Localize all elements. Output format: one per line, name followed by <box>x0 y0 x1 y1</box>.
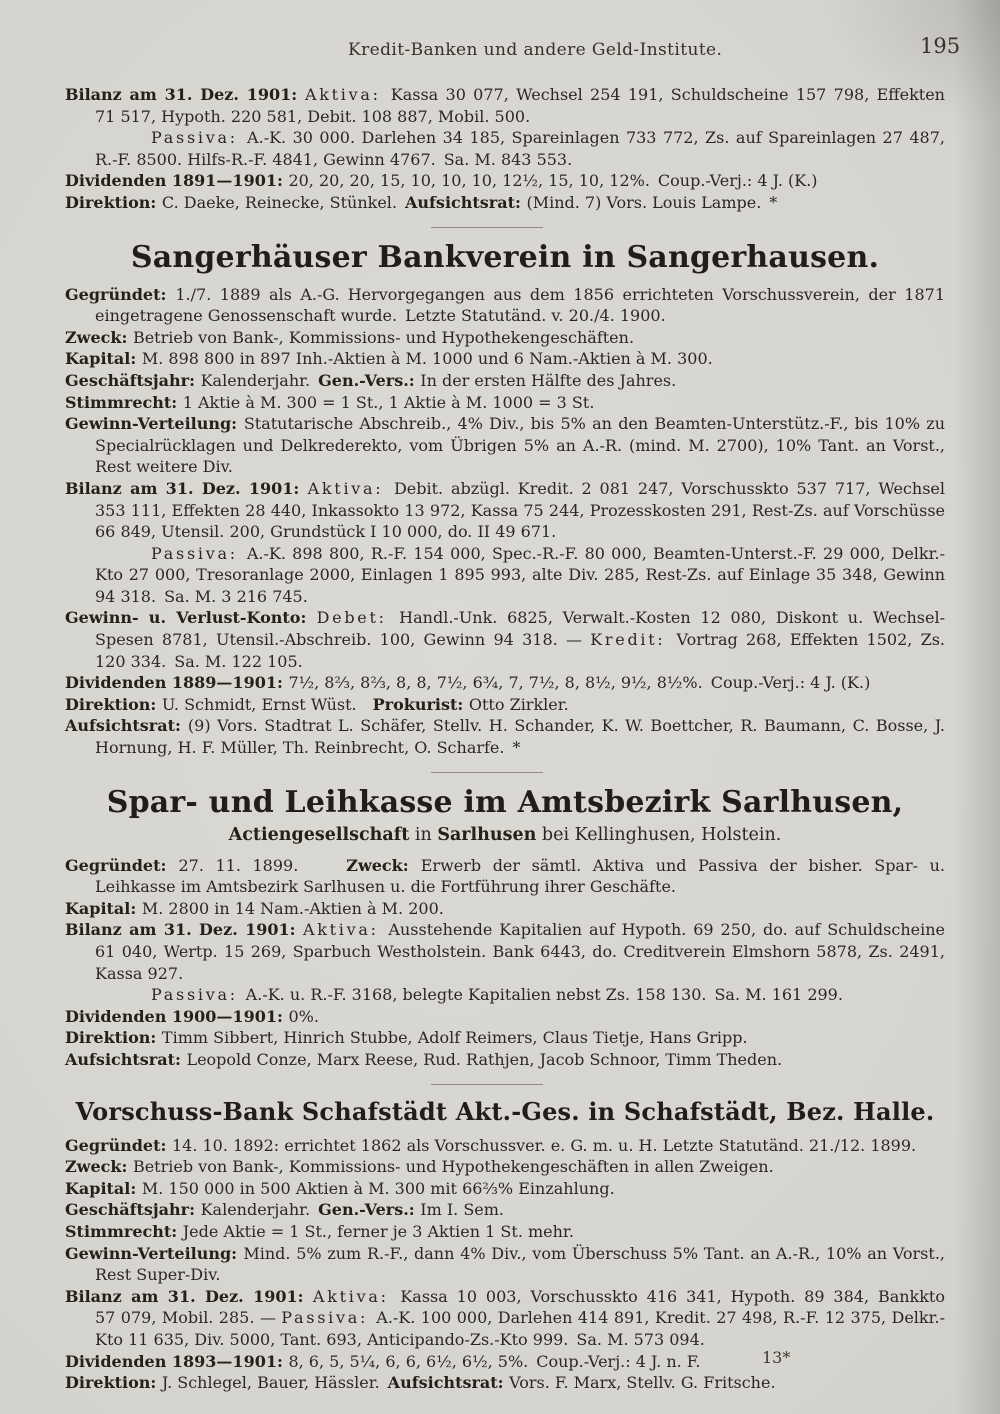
spaced-label: Aktiva: <box>302 920 389 940</box>
section-title: Spar- und Leihkasse im Amtsbezirk Sarlhusen, <box>106 784 904 820</box>
entry-paragraph <box>65 478 945 543</box>
entry-paragraph <box>65 392 945 414</box>
field-label: Gegründet: <box>65 1135 172 1155</box>
field-label: Aufsichtsrat: <box>405 192 527 212</box>
field-label: Dividenden 1900—1901: <box>65 1006 289 1026</box>
spaced-label: Aktiva: <box>312 1286 401 1306</box>
field-text: Kassa 10 003, Vorschusskto 416 341, Hypoth. 89 384, Bankkto 57 079, Mobil. 285. — <box>95 1286 945 1328</box>
field-text: Timm Sibbert, Hinrich Stubbe, Adolf Reimers, Claus Tietje, Hans Gripp. <box>161 1028 748 1048</box>
field-text: (Mind. 7) Vors. Louis Lampe. * <box>526 192 778 212</box>
field-label: Bilanz am 31. Dez. 1901: <box>65 85 305 104</box>
entry-paragraph <box>65 984 945 1006</box>
running-head-title: Kredit-Banken und andere Geld-Institute. <box>348 40 723 60</box>
entry-paragraph <box>65 1372 945 1394</box>
field-text: 27. 11. 1899. <box>178 855 299 875</box>
field-label: Bilanz am 31. Dez. 1901: <box>65 1286 313 1306</box>
field-label: Kapital: <box>65 898 142 918</box>
spaced-label: Passiva: <box>151 985 246 1005</box>
field-label: Gewinn-Verteilung: <box>65 414 244 434</box>
entry-paragraph <box>65 1243 945 1286</box>
field-label: Aufsichtsrat: <box>387 1373 510 1393</box>
section-spar-und-leihkasse-sarlhusen <box>65 785 945 1071</box>
field-text: A.-K. 898 800, R.-F. 154 000, Spec.-R.-F. 80 000, Beamten-Unterst.-F. 29 000, Delkr.-Kto 27 000, Tresoranlage 2000, Einlagen 1 895 993, alte Div. 285, Rest-Zs. auf Einlage 35 348, Gewinn 94 318. Sa. M. 3 216 745. <box>95 543 945 606</box>
field-text: Im I. Sem. <box>420 1200 505 1220</box>
field-text: Betrieb von Bank-, Kommissions- und Hypothekengeschäften. <box>132 327 635 347</box>
field-label: Dividenden 1891—1901: <box>65 171 289 191</box>
field-label: Aufsichtsrat: <box>65 1049 187 1069</box>
sheet-signature-mark: 13* <box>762 1348 791 1367</box>
entry-paragraph <box>65 543 945 608</box>
entry-paragraph <box>65 370 945 392</box>
entry-paragraph <box>65 127 945 170</box>
entry-paragraph <box>65 1006 945 1028</box>
section-divider <box>431 1084 543 1085</box>
field-label: Geschäftsjahr: <box>65 1200 201 1220</box>
field-text: Handl.-Unk. 6825, Verwalt.-Kosten 12 080, Diskont u. Wechsel-Spesen 8781, Utensil.-Abschreib. 100, Gewinn 94 318. — <box>95 608 945 650</box>
spaced-label: Debet: <box>316 608 400 628</box>
field-text: 20, 20, 20, 15, 10, 10, 10, 12½, 15, 10, 12%. Coup.-Verj.: 4 J. (K.) <box>288 171 818 191</box>
field-text: bei Kellinghusen, Holstein. <box>536 824 782 845</box>
field-text: M. 898 800 in 897 Inh.-Aktien à M. 1000 und 6 Nam.-Aktien à M. 300. <box>141 349 713 369</box>
running-head <box>65 34 961 64</box>
entry-paragraph <box>65 715 945 758</box>
field-label: Gen.-Vers.: <box>318 1200 421 1220</box>
field-label: Direktion: <box>65 694 162 714</box>
entry-paragraph <box>65 1178 945 1200</box>
field-label: Prokurist: <box>372 694 469 714</box>
field-text: Ausstehende Kapitalien auf Hypoth. 69 250, do. auf Schuldscheine 61 040, Wertp. 15 269, Sparbuch Westholstein. Bank 6443, do. Creditverein Elmshorn 5878, Zs. 2491, Kassa 927. <box>95 920 945 983</box>
field-label: Direktion: <box>65 1028 162 1048</box>
field-text: Otto Zirkler. <box>468 694 569 714</box>
field-text: (9) Vors. Stadtrat L. Schäfer, Stellv. H. Schander, K. W. Boettcher, R. Baumann, C. Bosse, J. Hornung, H. F. Müller, Th. Reinbrecht, O. Scharfe. * <box>95 716 946 758</box>
field-label: Zweck: <box>65 1157 133 1177</box>
field-label: Dividenden 1889—1901: <box>65 673 289 693</box>
field-text: Debit. abzügl. Kredit. 2 081 247, Vorschusskto 537 717, Wechsel 353 111, Effekten 28 440, Inkassokto 13 972, Kassa 75 244, Prozesskosten 291, Rest-Zs. auf Vorschüsse 66 849, Utensil. 200, Grundstück I 10 000, do. II 49 671. <box>95 478 945 542</box>
field-label: Kapital: <box>65 349 142 369</box>
entry-paragraph <box>65 1027 945 1049</box>
field-text: In der ersten Hälfte des Jahres. <box>420 370 677 390</box>
field-label: Stimmrecht: <box>65 1221 183 1241</box>
entry-paragraph <box>65 192 945 214</box>
section-previous-entry-continuation <box>65 84 945 214</box>
field-label: Zweck: <box>346 855 421 875</box>
section-title: Sangerhäuser Bankverein in Sangerhausen. <box>130 239 880 275</box>
entry-paragraph <box>65 1221 945 1243</box>
field-text: Statutarische Abschreib., 4% Div., bis 5% an den Beamten-Unterstütz.-F., bis 10% zu Specialrücklagen und Delkrederekto, vom Übrigen 5% an A.-R. (mind. M. 2700), 10% Tant. an Vorst., Rest weitere Div. <box>95 414 945 477</box>
entry-paragraph <box>65 855 945 898</box>
field-text: M. 150 000 in 500 Aktien à M. 300 mit 66⅔% Einzahlung. <box>141 1178 615 1198</box>
entry-paragraph <box>65 84 945 127</box>
entry-paragraph <box>65 1351 945 1373</box>
field-text: Kassa 30 077, Wechsel 254 191, Schuldscheine 157 798, Effekten 71 517, Hypoth. 220 581, Debit. 108 887, Mobil. 500. <box>95 85 945 126</box>
field-text: Mind. 5% zum R.-F., dann 4% Div., vom Überschuss 5% Tant. an A.-R., 10% an Vorst., Rest Super-Div. <box>95 1243 945 1285</box>
field-label: Geschäftsjahr: <box>65 370 201 390</box>
field-label: Gewinn- u. Verlust-Konto: <box>65 608 317 628</box>
field-text: Vors. F. Marx, Stellv. G. Fritsche. <box>509 1373 776 1393</box>
entry-paragraph <box>65 1135 945 1157</box>
spaced-label: Aktiva: <box>307 478 394 498</box>
field-label: Direktion: <box>65 192 162 212</box>
entry-paragraph <box>65 284 945 327</box>
entry-paragraph <box>65 694 945 716</box>
field-text: A.-K. 30 000. Darlehen 34 185, Spareinlagen 733 772, Zs. auf Spareinlagen 27 487, R.-F. 8500. Hilfs-R.-F. 4841, Gewinn 4767. Sa. M. 843 553. <box>95 128 945 169</box>
entry-paragraph <box>65 898 945 920</box>
spaced-label: Kredit: <box>590 630 677 650</box>
field-label: Sarlhusen <box>437 824 537 845</box>
entry-paragraph <box>65 607 945 672</box>
field-label: Zweck: <box>65 327 133 347</box>
field-label: Gewinn-Verteilung: <box>65 1243 244 1263</box>
section-title: Vorschuss-Bank Schafstädt Akt.-Ges. in Schafstädt, Bez. Halle. <box>75 1096 935 1126</box>
entry-paragraph <box>65 1199 945 1221</box>
entry-paragraph <box>65 170 945 192</box>
field-text: A.-K. 100 000, Darlehen 414 891, Kredit. 27 498, R.-F. 12 375, Delkr.-Kto 11 635, Div. 5000, Tant. 693, Anticipando-Zs.-Kto 999. Sa. M. 573 094. <box>95 1308 946 1349</box>
field-text: A.-K. u. R.-F. 3168, belegte Kapitalien nebst Zs. 158 130. Sa. M. 161 299. <box>245 985 843 1005</box>
field-text: Vortrag 268, Effekten 1502, Zs. 120 334. Sa. M. 122 105. <box>95 630 945 671</box>
field-text: 1 Aktie à M. 300 = 1 St., 1 Aktie à M. 1000 = 3 St. <box>182 392 595 412</box>
entry-paragraph <box>65 327 945 349</box>
section-divider <box>431 772 543 773</box>
field-text: 7½, 8⅔, 8⅔, 8, 8, 7½, 6¾, 7, 7½, 8, 8½, 9½, 8½%. Coup.-Verj.: 4 J. (K.) <box>288 673 871 693</box>
field-text: in <box>409 824 438 845</box>
entry-paragraph <box>65 348 945 370</box>
entry-paragraph <box>65 413 945 478</box>
field-text: Kalenderjahr. <box>200 1200 319 1220</box>
entry-paragraph <box>65 1049 945 1071</box>
spaced-label: Passiva: <box>151 543 247 563</box>
page-number: 195 <box>920 34 961 58</box>
field-text: 0%. <box>288 1006 319 1026</box>
field-label: Gegründet: <box>65 855 179 875</box>
field-label: Gen.-Vers.: <box>318 370 421 390</box>
field-label: Bilanz am 31. Dez. 1901: <box>65 920 303 940</box>
section-divider <box>431 227 543 228</box>
field-label: Gegründet: <box>65 284 176 304</box>
field-text: J. Schlegel, Bauer, Hässler. <box>161 1373 388 1393</box>
field-label: Direktion: <box>65 1373 162 1393</box>
field-text: 1./7. 1889 als A.-G. Hervorgegangen aus dem 1856 errichteten Vorschussverein, der 1871 eingetragene Genossenschaft wurde. Letzte Statutänd. v. 20./4. 1900. <box>95 284 945 326</box>
spaced-label: Passiva: <box>281 1308 377 1328</box>
field-text: U. Schmidt, Ernst Wüst. <box>161 694 373 714</box>
field-text: M. 2800 in 14 Nam.-Aktien à M. 200. <box>141 898 444 918</box>
entry-paragraph <box>65 1156 945 1178</box>
entry-paragraph <box>65 672 945 694</box>
field-text: Jede Aktie = 1 St., ferner je 3 Aktien 1 St. mehr. <box>182 1221 574 1241</box>
field-text: C. Daeke, Reinecke, Stünkel. <box>161 192 405 212</box>
field-label: Dividenden 1893—1901: <box>65 1351 289 1371</box>
section-vorschuss-bank-schafstaedt <box>65 1097 945 1394</box>
field-text: Erwerb der sämtl. Aktiva und Passiva der bisher. Spar- u. Leihkasse im Amtsbezirk Sarlhusen u. die Fortführung ihrer Geschäfte. <box>95 855 945 897</box>
spaced-label: Aktiva: <box>304 85 391 104</box>
section-sangerhaeuser-bankverein <box>65 240 945 759</box>
spaced-label: Passiva: <box>151 128 248 148</box>
field-text: Betrieb von Bank-, Kommissions- und Hypothekengeschäften in allen Zweigen. <box>132 1157 774 1177</box>
field-text: 14. 10. 1892: errichtet 1862 als Vorschussver. e. G. m. u. H. Letzte Statutänd. 21./12. 1899. <box>171 1135 917 1155</box>
entry-paragraph <box>65 1286 945 1351</box>
entry-paragraph <box>65 919 945 984</box>
field-label: Actiengesellschaft <box>228 824 410 845</box>
field-label: Kapital: <box>65 1178 142 1198</box>
field-label: Stimmrecht: <box>65 392 183 412</box>
field-label: Bilanz am 31. Dez. 1901: <box>65 478 308 498</box>
field-label: Aufsichtsrat: <box>65 716 188 736</box>
field-text: 8, 6, 5, 5¼, 6, 6, 6½, 6½, 5%. Coup.-Verj.: 4 J. n. F. <box>288 1351 701 1371</box>
field-text: Kalenderjahr. <box>200 370 319 390</box>
sections <box>65 84 945 1394</box>
section-subtitle <box>65 825 945 845</box>
field-text: Leopold Conze, Marx Reese, Rud. Rathjen, Jacob Schnoor, Timm Theden. <box>186 1049 783 1069</box>
